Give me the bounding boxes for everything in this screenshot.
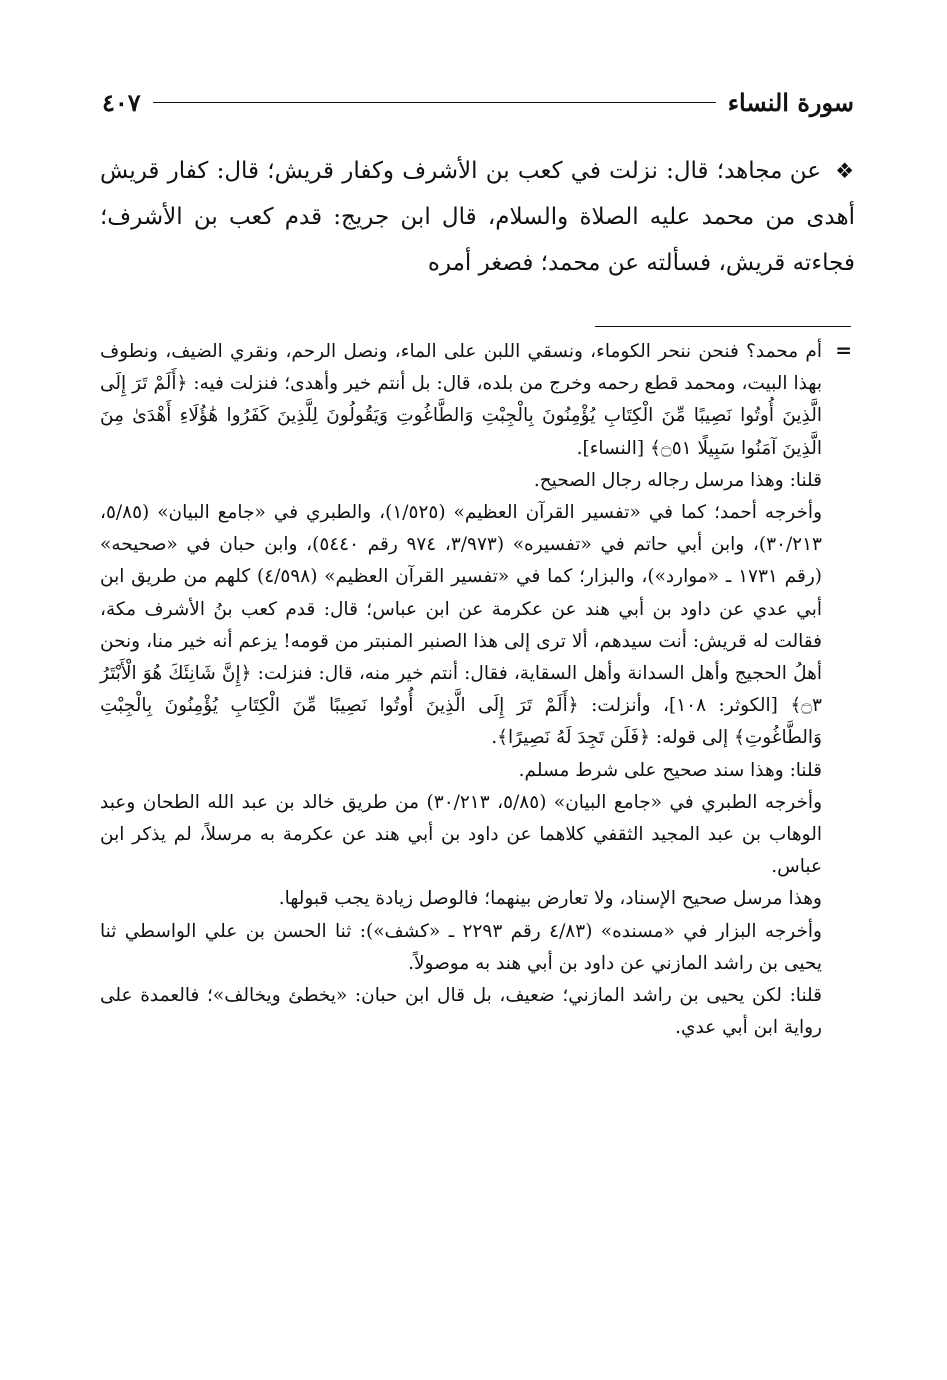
footnote-paragraph: أم محمد؟ فنحن ننحر الكوماء، ونسقي اللبن على الماء، ونصل الرحم، ونقري الضيف، ونطوف بهذا البيت، ومحمد قطع رحمه وخرج من بلده، قال: بل أنتم خير وأهدى؛ فنزلت فيه: ﴿أَلَمْ تَرَ إِلَى الَّذِينَ أُوتُوا نَصِيبًا مِّنَ الْكِتَابِ يُؤْمِنُونَ بِالْجِبْتِ وَالطَّاغُوتِ وَيَقُولُونَ لِلَّذِينَ كَفَرُوا هَٰؤُلَاءِ أَهْدَىٰ مِنَ الَّذِينَ آمَنُوا سَبِيلًا ۝٥١﴾ [النساء]. xyxy=(100,341,822,459)
footnote-paragraph: قلنا: وهذا مرسل رجاله رجال الصحيح. xyxy=(533,469,822,491)
footnote-continuation-mark: = xyxy=(835,338,852,362)
page-number: ٤٠٧ xyxy=(102,87,141,117)
page-header xyxy=(102,86,854,118)
header-rule xyxy=(153,102,716,103)
main-text-body: عن مجاهد؛ قال: نزلت في كعب بن الأشرف وكفار قريش؛ قال: كفار قريش أهدى من محمد عليه الصلاة والسلام، قال ابن جريج: قدم كعب بن الأشرف؛ فجاءته قريش، فسألته عن محمد؛ فصغر أمره xyxy=(100,158,855,276)
footnote-paragraph: وأخرجه البزار في «مسنده» (٤/٨٣ رقم ٢٢٩٣ ـ «كشف»): ثنا الحسن بن علي الواسطي ثنا يحيى بن راشد المازني عن داود بن أبي هند به موصولاً. xyxy=(100,920,822,974)
footnote-paragraph: وأخرجه الطبري في «جامع البيان» (٥/٨٥، ٣٠/٢١٣) من طريق خالد بن عبد الله الطحان وعبد الوهاب بن عبد المجيد الثقفي كلاهما عن داود بن أبي هند عن عكرمة به مرسلاً، لم يذكر ابن عباس. xyxy=(100,791,822,878)
footnote-paragraph: وأخرجه أحمد؛ كما في «تفسير القرآن العظيم» (١/٥٢٥)، والطبري في «جامع البيان» (٥/٨٥، ٣٠/٢١٣)، وابن أبي حاتم في «تفسيره» (٣/٩٧٣، ٩٧٤ رقم ٥٤٤٠)، وابن حبان في «صحيحه» (رقم ١٧٣١ ـ «موارد»)، والبزار؛ كما في «تفسير القرآن العظيم» (٤/٥٩٨) كلهم من طريق ابن أبي عدي عن داود بن أبي هند عن عكرمة عن ابن عباس؛ قال: قدم كعب بنُ الأشرف مكة، فقالت له قريش: أنت سيدهم، ألا ترى إلى هذا الصنبر المنبتر من قومه! يزعم أنه خير منا، ونحن أهلُ الحجيج وأهل السدانة وأهل السقاية، فقال: أنتم خير منه، قال: فنزلت: ﴿إِنَّ شَانِئَكَ هُوَ الْأَبْتَرُ ۝٣﴾ [الكوثر: ١٠٨]، وأنزلت: ﴿أَلَمْ تَرَ إِلَى الَّذِينَ أُوتُوا نَصِيبًا مِّنَ الْكِتَابِ يُؤْمِنُونَ بِالْجِبْتِ وَالطَّاغُوتِ﴾ إلى قوله: ﴿فَلَن تَجِدَ لَهُ نَصِيرًا﴾. xyxy=(100,502,822,749)
footnote-paragraph: وهذا مرسل صحيح الإسناد، ولا تعارض بينهما؛ فالوصل زيادة يجب قبولها. xyxy=(278,888,822,910)
surah-title: سورة النساء xyxy=(727,87,854,117)
footnote-separator xyxy=(595,326,851,327)
footnote-paragraph: قلنا: وهذا سند صحيح على شرط مسلم. xyxy=(518,759,822,781)
main-text xyxy=(100,148,855,286)
footnote-paragraph: قلنا: لكن يحيى بن راشد المازني؛ ضعيف، بل قال ابن حبان: «يخطئ ويخالف»؛ فالعمدة على رواية ابن أبي عدي. xyxy=(100,985,822,1039)
bullet-icon: ❖ xyxy=(835,159,855,183)
footnotes xyxy=(100,336,822,1044)
